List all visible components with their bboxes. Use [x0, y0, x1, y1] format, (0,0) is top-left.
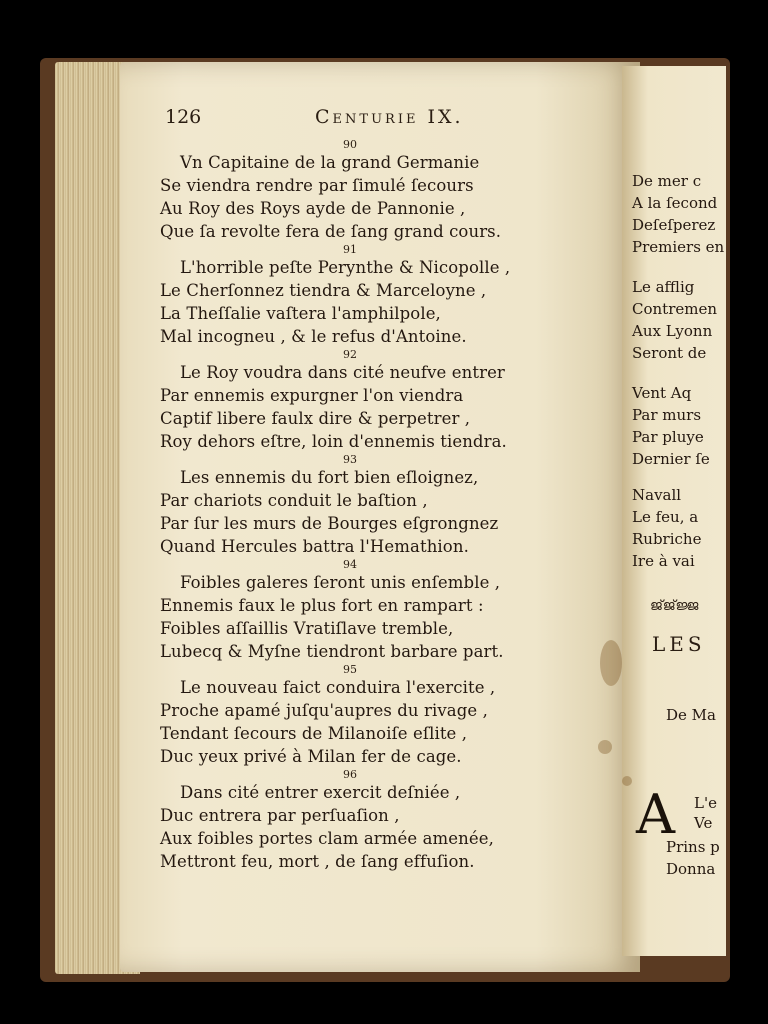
verse-line: Foibles aſſaillis Vratiſlave tremble,: [160, 619, 454, 638]
section-heading: LES: [652, 632, 706, 656]
verse-line: Se viendra rendre par ſimulé ſecours: [160, 176, 474, 195]
verse-line: Le Cherſonnez tiendra & Marceloyne ,: [160, 281, 487, 300]
right-page-line: Ve: [694, 814, 713, 832]
right-page-line: Contremen: [632, 300, 718, 318]
quatrain-number: 95: [343, 663, 357, 676]
verse-line: Que ſa revolte fera de ſang grand cours.: [160, 222, 502, 241]
verse-line: Captif libere faulx dire & perpetrer ,: [160, 409, 471, 428]
quatrain-number: 93: [343, 453, 357, 466]
quatrain: [160, 558, 560, 663]
quatrain: [160, 768, 560, 873]
right-page-line: Navall: [632, 486, 682, 504]
right-page-line: Par pluye: [632, 428, 704, 446]
page-number: 126: [165, 106, 202, 128]
verse-line: Par chariots conduit le baſtion ,: [160, 491, 428, 510]
verse-line: Ennemis faux le plus fort en rampart :: [160, 596, 484, 615]
right-page-line: Donna: [666, 860, 716, 878]
right-page-line: Prins p: [666, 838, 720, 856]
verse-line: Tendant ſecours de Milanoiſe eſlite ,: [160, 724, 468, 743]
verse-line: Vn Capitaine de la grand Germanie: [180, 153, 480, 172]
verse-line: Quand Hercules battra l'Hemathion.: [160, 537, 469, 556]
quatrain: [160, 453, 560, 558]
verse-line: La Theſſalie vaſtera l'amphilpole,: [160, 304, 441, 323]
right-page-line: De mer c: [632, 172, 702, 190]
right-page: [622, 66, 726, 956]
verse-line: Dans cité entrer exercit deſniée ,: [180, 783, 461, 802]
verse-line: Roy dehors eſtre, loin d'ennemis tiendra.: [160, 432, 507, 451]
ornament-band: ജ്ജ്ജ്ജ: [650, 598, 700, 614]
right-page-line: Le afflig: [632, 278, 695, 296]
right-page-line: Vent Aq: [632, 384, 692, 402]
quatrain-number: 96: [343, 768, 357, 781]
page-header: [165, 106, 545, 136]
verse-line: Duc yeux privé à Milan fer de cage.: [160, 747, 462, 766]
quatrain-list: [160, 138, 560, 873]
verse-line: Par ſur les murs de Bourges eſgrongnez: [160, 514, 499, 533]
right-page-line: Rubriche: [632, 530, 702, 548]
verse-line: Mettront feu, mort , de ſang effuſion.: [160, 852, 475, 871]
verse-line: Foibles galeres ſeront unis enſemble ,: [180, 573, 501, 592]
right-page-line: Le feu, a: [632, 508, 699, 526]
right-page-line: Premiers en: [632, 238, 725, 256]
quatrain: [160, 348, 560, 453]
quatrain-number: 91: [343, 243, 357, 256]
verse-line: Aux foibles portes clam armée amenée,: [160, 829, 494, 848]
verse-line: Duc entrera par perſuaſion ,: [160, 806, 400, 825]
verse-line: Au Roy des Roys ayde de Pannonie ,: [160, 199, 466, 218]
right-page-line: Par murs: [632, 406, 702, 424]
paper-stain: [598, 740, 612, 754]
quatrain: [160, 243, 560, 348]
paper-stain: [600, 640, 622, 686]
verse-line: L'horrible peſte Perynthe & Nicopolle ,: [180, 258, 511, 277]
quatrain-number: 90: [343, 138, 357, 151]
right-page-line: Deſeſperez: [632, 216, 716, 234]
quatrain: [160, 138, 560, 243]
running-title: Centurie IX.: [315, 106, 464, 128]
verse-line: Mal incogneu , & le refus d'Antoine.: [160, 327, 467, 346]
right-page-line: Aux Lyonn: [632, 322, 713, 340]
right-page-line: A la ſecond: [632, 194, 718, 212]
right-page-line: Ire à vai: [632, 552, 695, 570]
quatrain-number: 92: [343, 348, 357, 361]
drop-cap: A: [636, 783, 675, 846]
verse-line: Le nouveau faict conduira l'exercite ,: [180, 678, 496, 697]
verse-line: Les ennemis du fort bien eſloignez,: [180, 468, 479, 487]
right-page-line: L'e: [694, 794, 717, 812]
quatrain: [160, 663, 560, 768]
section-subheading: De Ma: [666, 706, 716, 724]
quatrain-number: 94: [343, 558, 357, 571]
right-page-line: Seront de: [632, 344, 707, 362]
verse-line: Proche apamé juſqu'aupres du rivage ,: [160, 701, 488, 720]
paper-stain: [622, 776, 632, 786]
right-page-line: Dernier ſe: [632, 450, 710, 468]
verse-line: Par ennemis expurgner l'on viendra: [160, 386, 464, 405]
verse-line: Lubecq & Myſne tiendront barbare part.: [160, 642, 504, 661]
verse-line: Le Roy voudra dans cité neufve entrer: [180, 363, 505, 382]
